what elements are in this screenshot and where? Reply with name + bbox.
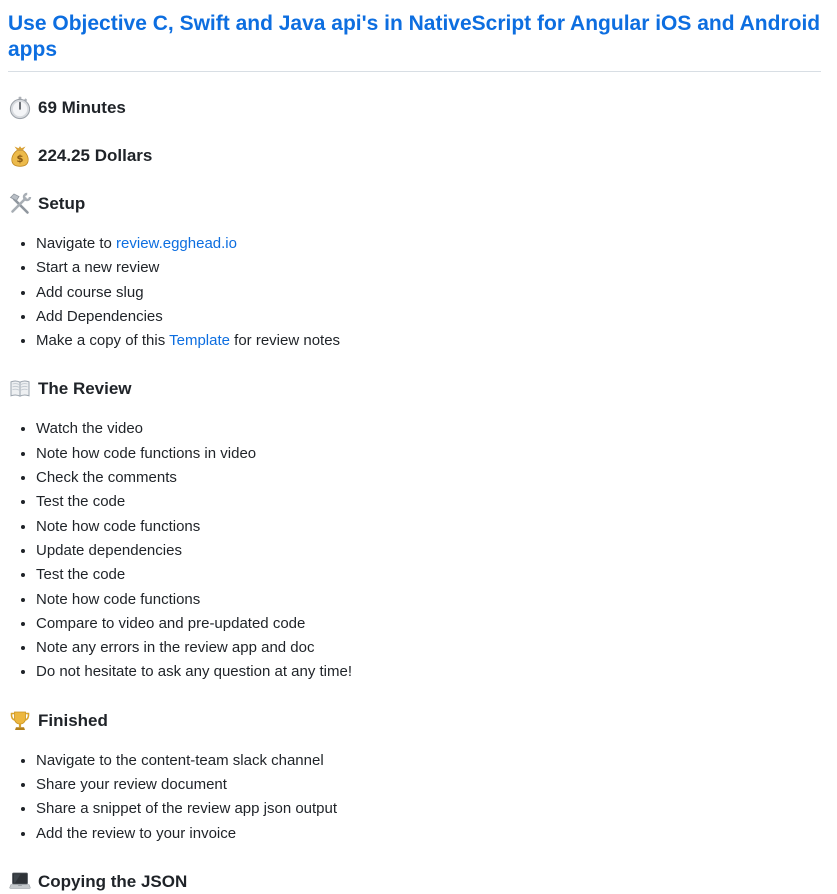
copying-json-heading [8,870,821,894]
list-item [36,305,821,329]
list-item: • Share your review document [36,773,821,797]
finished-heading [8,709,821,733]
laptop-icon [8,870,32,894]
open-book-icon [8,377,32,401]
list-item: • Watch the video [36,417,821,441]
list-item: • Navigate to the content-team slack channel [36,749,821,773]
list-item [36,232,821,256]
list-item: • Do not hesitate to ask any question at any time! [36,660,821,684]
trophy-icon [8,709,32,733]
duration-label: 69 Minutes [38,98,126,117]
finished-list [8,749,821,846]
setup-heading-label: Setup [38,194,86,213]
list-item: • Update dependencies [36,539,821,563]
payment-label: 224.25 Dollars [38,146,153,165]
list-item: • Note how code functions [36,588,821,612]
copying-json-heading-label: Copying the JSON [38,871,188,891]
list-item [36,281,821,305]
review-list [8,417,821,684]
list-item: • Check the comments [36,466,821,490]
list-item: • Share a snippet of the review app json output [36,797,821,821]
review-heading [8,377,821,401]
setup-list [8,232,821,353]
list-item: • Test the code [36,490,821,514]
template-link[interactable]: Template [169,332,230,350]
list-item [36,329,821,353]
list-item: • Compare to video and pre-updated code [36,612,821,636]
list-item: • Note how code functions [36,515,821,539]
payment-heading [8,144,821,168]
page-title[interactable]: Use Objective C, Swift and Java api's in NativeScript for Angular iOS and Android apps [8,11,821,72]
list-item [36,256,821,280]
list-item-text: Navigate to [36,235,117,252]
review-egghead-link[interactable]: review.egghead.io [116,235,237,252]
stopwatch-icon [8,96,32,120]
finished-heading-label: Finished [38,710,108,730]
list-item-text: for review notes [230,332,341,350]
setup-heading [8,192,821,216]
money-bag-icon [8,144,32,168]
list-item-text: Start a new review [36,259,160,277]
svg-text:$: $ [16,154,24,165]
list-item: • Note how code functions in video [36,442,821,466]
duration-heading [8,96,821,120]
list-item-text: Make a copy of this [36,332,170,350]
review-heading-label: The Review [38,379,132,399]
hammer-wrench-icon [8,192,32,216]
list-item: • Add the review to your invoice [36,822,821,846]
list-item: • Test the code [36,563,821,587]
list-item: • Note any errors in the review app and doc [36,636,821,660]
list-item-text: Add course slug [36,283,144,301]
list-item-text: Add Dependencies [36,307,163,325]
